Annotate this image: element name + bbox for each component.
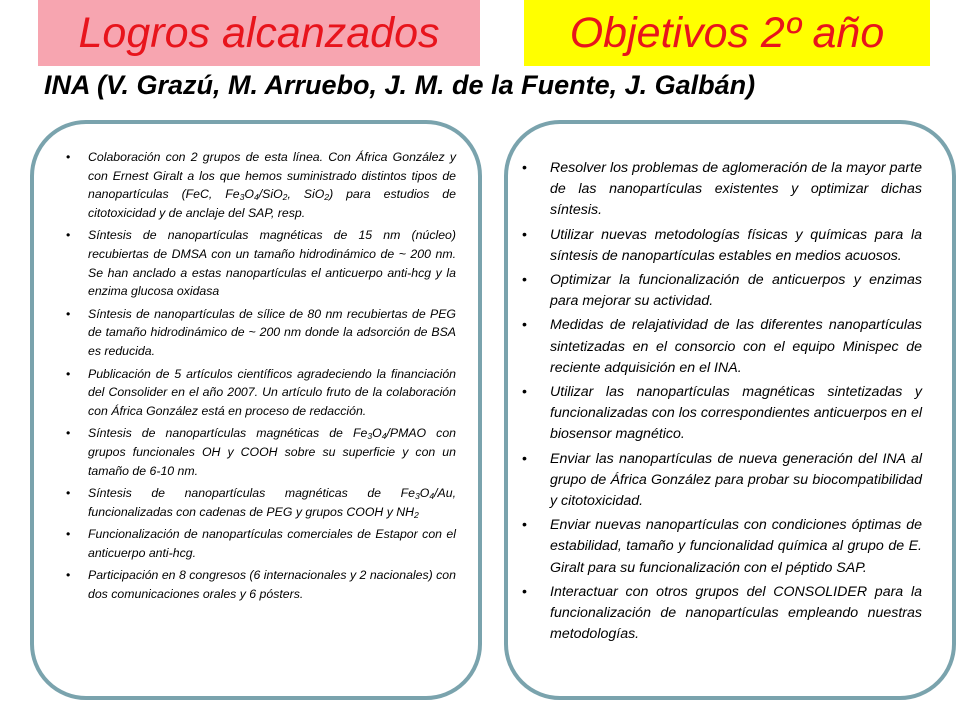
achievements-box bbox=[30, 120, 482, 700]
achievement-text: /Au, funcionalizadas con cadenas de PEG y grupos COOH y NH bbox=[88, 486, 456, 519]
slide-subtitle: INA (V. Grazú, M. Arruebo, J. M. de la Fuente, J. Galbán) bbox=[44, 70, 756, 100]
achievement-item bbox=[66, 566, 456, 603]
subscript: 3 bbox=[367, 431, 373, 442]
bullet-icon: • bbox=[522, 160, 527, 176]
objective-text: Utilizar las nanopartículas magnéticas sintetizadas y funcionalizadas con los correspondientes anticuerpos en el biosensor magnético. bbox=[550, 384, 922, 443]
objectives-box bbox=[504, 120, 956, 700]
bullet-icon: • bbox=[66, 150, 71, 164]
bullet-icon: • bbox=[66, 306, 71, 321]
achievement-item bbox=[66, 484, 456, 521]
bullet-icon: • bbox=[522, 517, 527, 534]
logros-alcanzados-title: Logros alcanzados bbox=[78, 8, 440, 57]
objective-item bbox=[522, 315, 922, 379]
achievement-text: O bbox=[419, 486, 430, 501]
achievement-item bbox=[66, 525, 456, 562]
bullet-icon: • bbox=[66, 366, 71, 381]
achievement-item bbox=[66, 365, 456, 421]
objective-item bbox=[522, 582, 922, 646]
logros-alcanzados-banner bbox=[38, 0, 480, 66]
subscript: 2 bbox=[282, 192, 288, 203]
subscript: 4 bbox=[381, 431, 387, 442]
achievement-text: /SiO bbox=[258, 187, 283, 202]
objective-text: Enviar las nanopartículas de nueva generación del INA al grupo de África González para probar su biocompatibilidad y citotoxicidad. bbox=[550, 450, 922, 510]
achievement-text: Síntesis de nanopartículas magnéticas de Fe bbox=[88, 426, 368, 441]
objective-text: Medidas de relajatividad de las diferentes nanopartículas sintetizadas en el consorcio con el equipo Minispec de reciente adquisición en el INA. bbox=[550, 317, 922, 376]
objetivos-banner bbox=[524, 0, 930, 66]
achievement-text: Síntesis de nanopartículas magnéticas de 15 nm (núcleo) recubiertas de DMSA con un tamaño hidrodinámico de ~ 200 nm. Se han anclado a estas nanopartículas el anticuerpo anti-hcg y la enzima glucosa oxidasa bbox=[88, 228, 456, 299]
bullet-icon: • bbox=[522, 583, 527, 600]
bullet-icon: • bbox=[66, 527, 71, 542]
objective-text: Enviar nuevas nanopartículas con condiciones óptimas de estabilidad, tamaño y funcionalidad química al grupo de E. Giralt para su funcionalización con el péptido SAP. bbox=[550, 517, 922, 576]
bullet-icon: • bbox=[66, 426, 71, 441]
objective-item bbox=[522, 225, 922, 267]
objetivos-title: Objetivos 2º año bbox=[569, 8, 885, 57]
subscript: 4 bbox=[429, 491, 435, 502]
achievement-text: O bbox=[244, 187, 254, 202]
objective-text: Resolver los problemas de aglomeración de la mayor parte de las nanopartículas existentes y optimizar dichas síntesis. bbox=[550, 160, 922, 219]
achievement-text: ) para estudios de citotoxicidad y de anclaje del SAP, resp. bbox=[88, 187, 456, 220]
achievement-item bbox=[66, 424, 456, 480]
objective-item bbox=[522, 270, 922, 312]
bullet-icon: • bbox=[522, 272, 527, 289]
achievement-text: , SiO bbox=[287, 187, 325, 202]
subscript: 3 bbox=[239, 192, 245, 203]
achievement-text: /PMAO con grupos funcionales OH y COOH sobre su superficie y con un tamaño de 6-10 nm. bbox=[88, 426, 456, 478]
achievement-text: Síntesis de nanopartículas magnéticas de Fe bbox=[88, 486, 415, 501]
achievement-text: Funcionalización de nanopartículas comerciales de Estapor con el anticuerpo anti-hcg. bbox=[88, 527, 456, 560]
objective-text: Optimizar la funcionalización de anticuerpos y enzimas para mejorar su actividad. bbox=[550, 272, 922, 310]
objective-text: Utilizar nuevas metodologías físicas y químicas para la síntesis de nanopartículas estables en medios acuosos. bbox=[550, 226, 922, 264]
subscript: 2 bbox=[324, 192, 330, 203]
achievement-text: Colaboración con 2 grupos de esta línea. Con África González y con Ernest Giralt a los que hemos suministrado distintos tipos de nanopartículas (FeC, Fe bbox=[88, 150, 456, 202]
bullet-icon: • bbox=[522, 317, 527, 334]
bullet-icon: • bbox=[522, 226, 527, 243]
achievement-item bbox=[66, 148, 456, 222]
objective-item bbox=[522, 515, 922, 579]
bullet-icon: • bbox=[66, 228, 71, 243]
objective-item bbox=[522, 158, 922, 222]
subscript: 2 bbox=[414, 509, 419, 520]
objectives-list bbox=[522, 158, 922, 648]
subscript: 4 bbox=[253, 192, 259, 203]
objective-item bbox=[522, 449, 922, 513]
bullet-icon: • bbox=[66, 568, 71, 583]
achievement-text: O bbox=[372, 426, 382, 441]
achievements-list bbox=[66, 148, 456, 608]
achievement-item bbox=[66, 305, 456, 361]
objective-text: Interactuar con otros grupos del CONSOLIDER para la funcionalización de nanopartículas empleando nuestras metodologías. bbox=[550, 583, 922, 643]
achievement-item bbox=[66, 226, 456, 300]
objective-item bbox=[522, 382, 922, 446]
achievement-text: Publicación de 5 artículos científicos agradeciendo la financiación del Consolider en el año 2007. Un artículo fruto de la colaboración con África González está en proceso de redacción. bbox=[88, 366, 456, 418]
achievement-text: Participación en 8 congresos (6 internacionales y 2 nacionales) con dos comunicaciones orales y 6 pósters. bbox=[88, 568, 456, 602]
bullet-icon: • bbox=[522, 384, 527, 401]
subscript: 3 bbox=[414, 491, 420, 502]
bullet-icon: • bbox=[522, 450, 527, 467]
achievement-text: Síntesis de nanopartículas de sílice de 80 nm recubiertas de PEG de tamaño hidrodinámico de ~ 200 nm donde la adsorción de BSA es reducida. bbox=[88, 306, 456, 358]
bullet-icon: • bbox=[66, 486, 71, 501]
